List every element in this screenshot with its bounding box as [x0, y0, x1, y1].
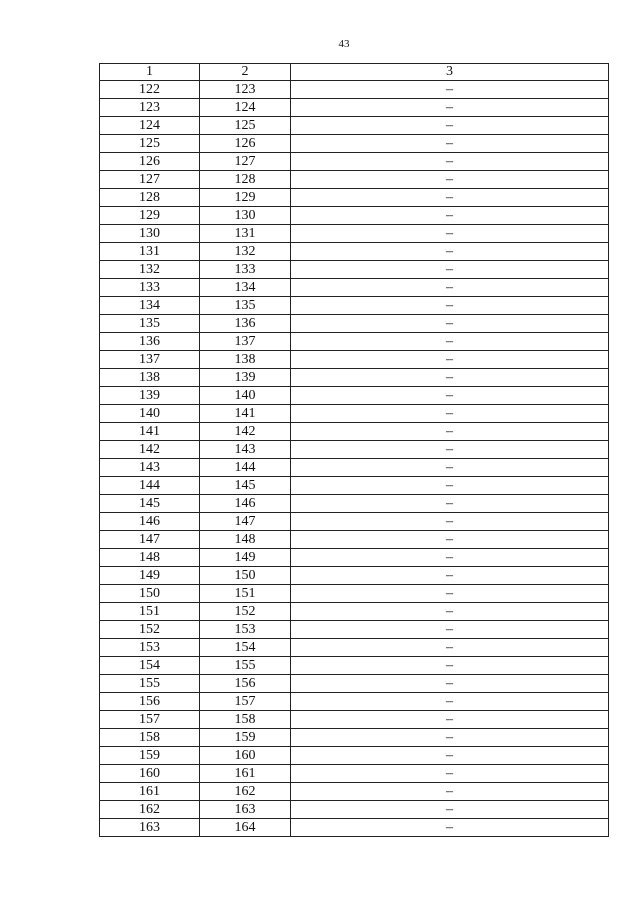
table-cell-col-2: 124 — [200, 99, 291, 117]
table-cell-col-1: 145 — [100, 495, 200, 513]
table-cell-col-3: – — [291, 783, 609, 801]
table-cell-col-2: 151 — [200, 585, 291, 603]
table-cell-col-3: – — [291, 189, 609, 207]
table-cell-col-2: 126 — [200, 135, 291, 153]
table-cell-col-1: 158 — [100, 729, 200, 747]
table-cell-col-2: 152 — [200, 603, 291, 621]
table-cell-col-2: 158 — [200, 711, 291, 729]
table-cell-col-2: 161 — [200, 765, 291, 783]
column-header-2: 2 — [200, 64, 291, 81]
table-cell-col-2: 145 — [200, 477, 291, 495]
table-cell-col-2: 155 — [200, 657, 291, 675]
table-cell-col-2: 131 — [200, 225, 291, 243]
table-cell-col-1: 128 — [100, 189, 200, 207]
table-cell-col-3: – — [291, 675, 609, 693]
table-cell-col-1: 152 — [100, 621, 200, 639]
table-cell-col-3: – — [291, 225, 609, 243]
table-cell-col-3: – — [291, 567, 609, 585]
table-cell-col-2: 138 — [200, 351, 291, 369]
table-cell-col-3: – — [291, 549, 609, 567]
page-number: 43 — [338, 38, 350, 50]
table-cell-col-2: 144 — [200, 459, 291, 477]
table-row — [100, 405, 609, 423]
table-cell-col-1: 146 — [100, 513, 200, 531]
table-cell-col-2: 123 — [200, 81, 291, 99]
table-cell-col-3: – — [291, 369, 609, 387]
table-cell-col-2: 136 — [200, 315, 291, 333]
table-cell-col-2: 142 — [200, 423, 291, 441]
table-cell-col-1: 150 — [100, 585, 200, 603]
table-cell-col-2: 156 — [200, 675, 291, 693]
table-cell-col-2: 150 — [200, 567, 291, 585]
table-row — [100, 513, 609, 531]
table-cell-col-3: – — [291, 279, 609, 297]
table-cell-col-1: 151 — [100, 603, 200, 621]
table-cell-col-3: – — [291, 315, 609, 333]
table-cell-col-1: 130 — [100, 225, 200, 243]
table-cell-col-2: 159 — [200, 729, 291, 747]
table-row — [100, 333, 609, 351]
table-cell-col-1: 155 — [100, 675, 200, 693]
table-cell-col-3: – — [291, 207, 609, 225]
table-cell-col-1: 148 — [100, 549, 200, 567]
table-cell-col-1: 144 — [100, 477, 200, 495]
table-row — [100, 657, 609, 675]
table-cell-col-3: – — [291, 351, 609, 369]
table-cell-col-3: – — [291, 243, 609, 261]
table-cell-col-2: 154 — [200, 639, 291, 657]
table-cell-col-2: 164 — [200, 819, 291, 837]
table-cell-col-3: – — [291, 711, 609, 729]
table-row — [100, 99, 609, 117]
table-cell-col-1: 154 — [100, 657, 200, 675]
table-cell-col-2: 141 — [200, 405, 291, 423]
table-row — [100, 207, 609, 225]
table-cell-col-3: – — [291, 297, 609, 315]
table-cell-col-3: – — [291, 261, 609, 279]
table-cell-col-1: 147 — [100, 531, 200, 549]
table-cell-col-1: 141 — [100, 423, 200, 441]
table-cell-col-2: 157 — [200, 693, 291, 711]
table-cell-col-1: 131 — [100, 243, 200, 261]
table-cell-col-3: – — [291, 585, 609, 603]
table-row — [100, 621, 609, 639]
table-row — [100, 171, 609, 189]
table-cell-col-2: 160 — [200, 747, 291, 765]
table-cell-col-3: – — [291, 99, 609, 117]
table-cell-col-1: 134 — [100, 297, 200, 315]
table-row — [100, 693, 609, 711]
table-row — [100, 783, 609, 801]
table-cell-col-3: – — [291, 441, 609, 459]
table-row — [100, 315, 609, 333]
table-cell-col-3: – — [291, 477, 609, 495]
table-cell-col-2: 162 — [200, 783, 291, 801]
table-cell-col-3: – — [291, 801, 609, 819]
table-cell-col-1: 153 — [100, 639, 200, 657]
table-row — [100, 729, 609, 747]
table-cell-col-1: 126 — [100, 153, 200, 171]
table-cell-col-1: 162 — [100, 801, 200, 819]
table-cell-col-3: – — [291, 405, 609, 423]
table-cell-col-3: – — [291, 621, 609, 639]
table-cell-col-3: – — [291, 765, 609, 783]
table-cell-col-3: – — [291, 729, 609, 747]
data-table — [99, 63, 609, 837]
table-row — [100, 243, 609, 261]
table-row — [100, 297, 609, 315]
table-row — [100, 135, 609, 153]
table-cell-col-2: 148 — [200, 531, 291, 549]
table-cell-col-2: 128 — [200, 171, 291, 189]
table-cell-col-1: 124 — [100, 117, 200, 135]
table-row — [100, 603, 609, 621]
table-cell-col-1: 163 — [100, 819, 200, 837]
table-cell-col-3: – — [291, 819, 609, 837]
table-cell-col-2: 134 — [200, 279, 291, 297]
table-cell-col-2: 127 — [200, 153, 291, 171]
table-cell-col-3: – — [291, 639, 609, 657]
column-header-1: 1 — [100, 64, 200, 81]
table-cell-col-1: 140 — [100, 405, 200, 423]
table-row — [100, 279, 609, 297]
table-cell-col-1: 160 — [100, 765, 200, 783]
table-row — [100, 225, 609, 243]
table-cell-col-3: – — [291, 153, 609, 171]
table-row — [100, 567, 609, 585]
table-cell-col-3: – — [291, 387, 609, 405]
table-cell-col-2: 135 — [200, 297, 291, 315]
table-cell-col-1: 142 — [100, 441, 200, 459]
table-cell-col-2: 153 — [200, 621, 291, 639]
table-cell-col-1: 161 — [100, 783, 200, 801]
table-row — [100, 819, 609, 837]
table-row — [100, 369, 609, 387]
table-row — [100, 495, 609, 513]
table-cell-col-1: 157 — [100, 711, 200, 729]
table-cell-col-1: 129 — [100, 207, 200, 225]
table-cell-col-1: 135 — [100, 315, 200, 333]
table-row — [100, 81, 609, 99]
table-header-row — [100, 64, 609, 81]
table-row — [100, 423, 609, 441]
table-cell-col-3: – — [291, 495, 609, 513]
table-cell-col-2: 146 — [200, 495, 291, 513]
table-row — [100, 639, 609, 657]
table-row — [100, 801, 609, 819]
table-row — [100, 351, 609, 369]
table-cell-col-3: – — [291, 693, 609, 711]
table-cell-col-1: 139 — [100, 387, 200, 405]
table-cell-col-2: 149 — [200, 549, 291, 567]
table-cell-col-2: 130 — [200, 207, 291, 225]
column-header-3: 3 — [291, 64, 609, 81]
table-cell-col-2: 129 — [200, 189, 291, 207]
table-cell-col-3: – — [291, 513, 609, 531]
table-cell-col-1: 125 — [100, 135, 200, 153]
table-cell-col-3: – — [291, 459, 609, 477]
table-body — [100, 81, 609, 837]
table-row — [100, 531, 609, 549]
table-cell-col-2: 133 — [200, 261, 291, 279]
table-cell-col-1: 127 — [100, 171, 200, 189]
table-cell-col-2: 125 — [200, 117, 291, 135]
table-cell-col-2: 137 — [200, 333, 291, 351]
table-cell-col-1: 137 — [100, 351, 200, 369]
table-cell-col-3: – — [291, 333, 609, 351]
table-cell-col-3: – — [291, 531, 609, 549]
table-row — [100, 261, 609, 279]
table-cell-col-3: – — [291, 135, 609, 153]
table-cell-col-2: 139 — [200, 369, 291, 387]
table-row — [100, 477, 609, 495]
table-row — [100, 675, 609, 693]
table-cell-col-2: 140 — [200, 387, 291, 405]
table-row — [100, 441, 609, 459]
table-cell-col-1: 132 — [100, 261, 200, 279]
table-cell-col-2: 132 — [200, 243, 291, 261]
table-row — [100, 747, 609, 765]
table-row — [100, 387, 609, 405]
table-row — [100, 153, 609, 171]
table-row — [100, 117, 609, 135]
table-cell-col-3: – — [291, 423, 609, 441]
table-cell-col-1: 123 — [100, 99, 200, 117]
table-cell-col-1: 156 — [100, 693, 200, 711]
table-cell-col-1: 138 — [100, 369, 200, 387]
table-cell-col-2: 143 — [200, 441, 291, 459]
table-cell-col-3: – — [291, 117, 609, 135]
table-cell-col-1: 159 — [100, 747, 200, 765]
table-row — [100, 585, 609, 603]
table-cell-col-3: – — [291, 81, 609, 99]
table-row — [100, 189, 609, 207]
table-cell-col-1: 133 — [100, 279, 200, 297]
table-row — [100, 459, 609, 477]
table-cell-col-3: – — [291, 603, 609, 621]
table-cell-col-3: – — [291, 171, 609, 189]
table-cell-col-1: 136 — [100, 333, 200, 351]
table-cell-col-2: 147 — [200, 513, 291, 531]
table-cell-col-1: 149 — [100, 567, 200, 585]
table-cell-col-3: – — [291, 657, 609, 675]
table-cell-col-2: 163 — [200, 801, 291, 819]
table-cell-col-1: 143 — [100, 459, 200, 477]
table-row — [100, 711, 609, 729]
table-cell-col-3: – — [291, 747, 609, 765]
table-cell-col-1: 122 — [100, 81, 200, 99]
table-row — [100, 765, 609, 783]
table-row — [100, 549, 609, 567]
